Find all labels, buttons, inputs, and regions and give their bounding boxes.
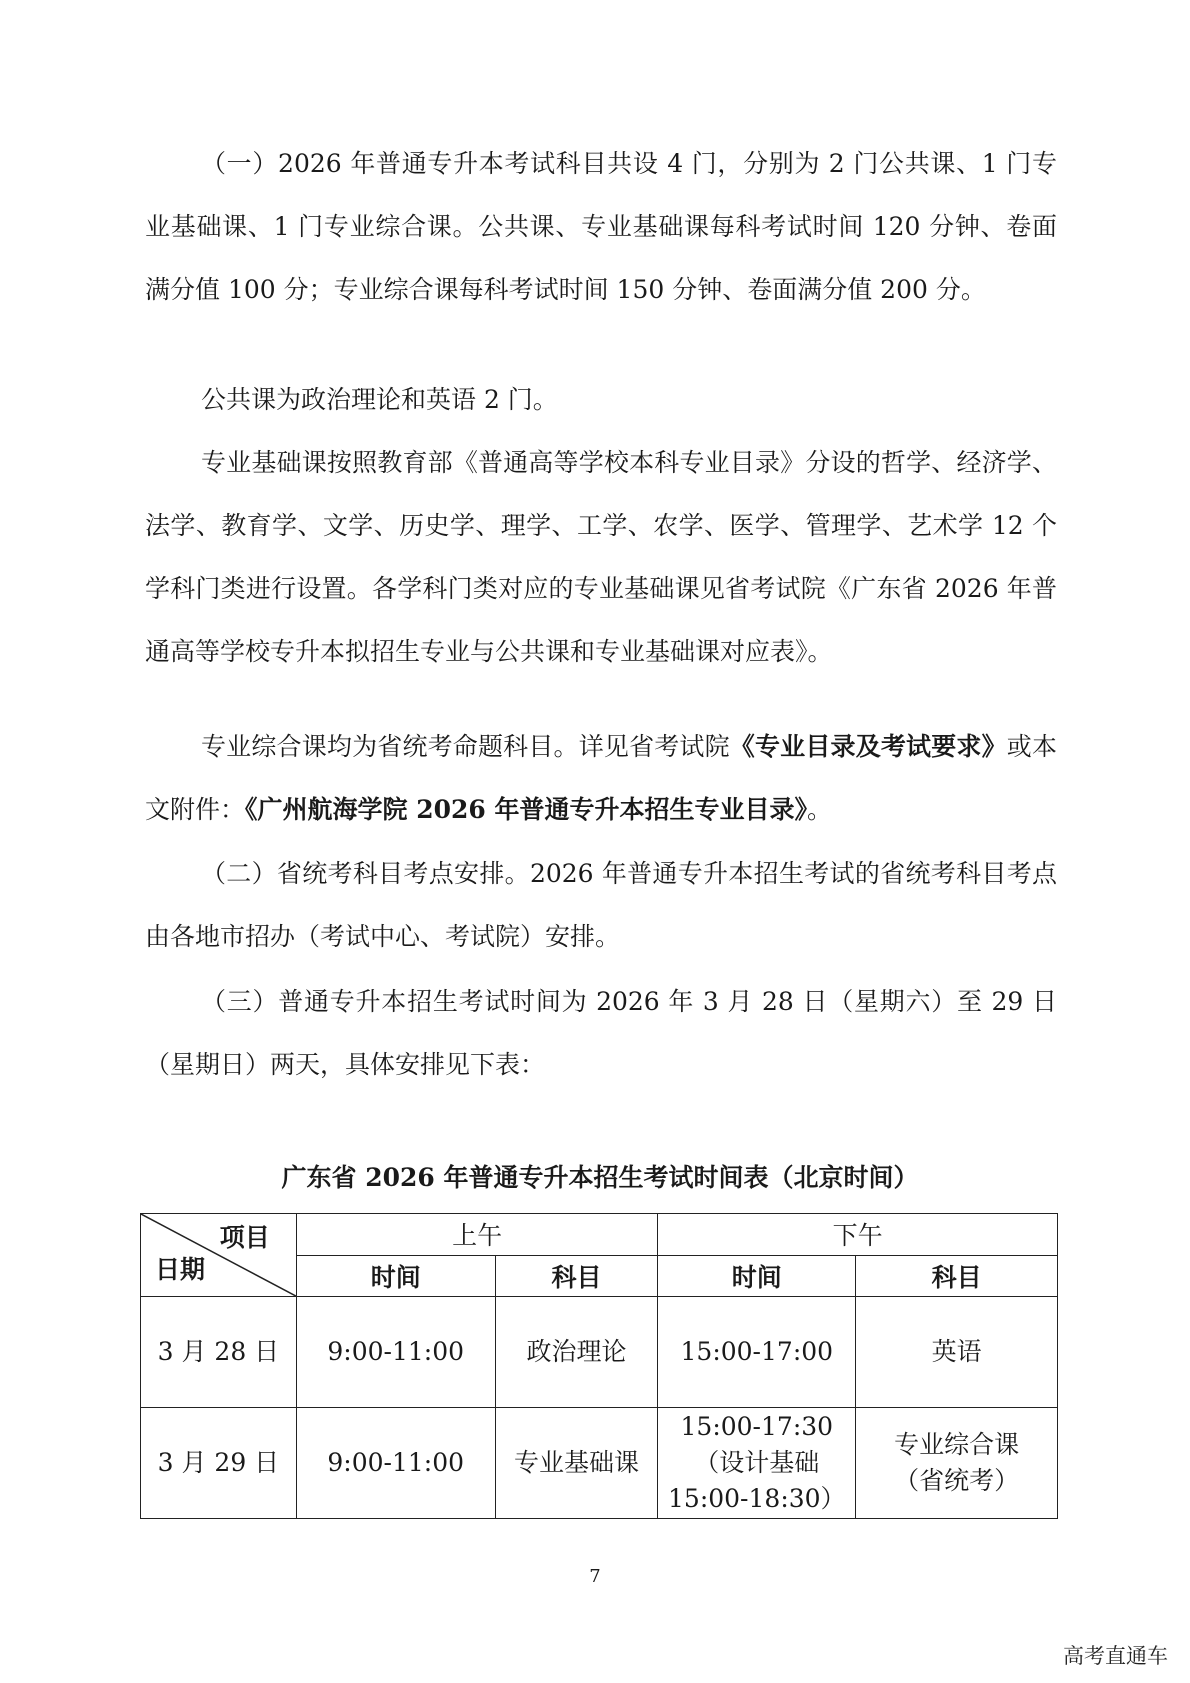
pm-subject-cell <box>856 1297 1058 1408</box>
header-morning: 上午 <box>296 1214 658 1256</box>
paragraph-exam-sites: （二）省统考科目考点安排。2026 年普通专升本招生考试的省统考科目考点由各地市招办（考试中心、考试院）安排。 <box>145 859 1057 951</box>
comprehensive-text-c: 或本文附件： <box>145 732 1057 824</box>
date-cell: 3 月 28 日 <box>141 1297 297 1408</box>
watermark-text: 高考直通车 <box>1063 1644 1168 1668</box>
table-title: 广东省 2026 年普通专升本招生考试时间表（北京时间） <box>281 1163 919 1192</box>
am-time-cell: 9:00-11:00 <box>296 1408 495 1519</box>
table-row <box>141 1408 1058 1519</box>
catalog-reference: 《专业目录及考试要求》 <box>729 732 1007 761</box>
header-am-time: 时间 <box>296 1255 495 1297</box>
comprehensive-text-a: 专业综合课均为省统考命题科目。详见省考试院 <box>201 732 730 761</box>
pm-time-line-2: （设计基础 <box>694 1448 820 1477</box>
corner-date-label: 日期 <box>155 1255 206 1284</box>
pm-time-line-1: 15:00-17:00 <box>680 1337 834 1366</box>
pm-subject-line-2: （省统考） <box>894 1466 1020 1495</box>
header-am-subject: 科目 <box>495 1255 658 1297</box>
table-row <box>141 1297 1058 1408</box>
pm-time-line-1: 15:00-17:30 <box>680 1412 834 1441</box>
pm-subject-line-1: 专业综合课 <box>894 1430 1020 1459</box>
date-cell: 3 月 29 日 <box>141 1408 297 1519</box>
header-afternoon: 下午 <box>658 1214 1058 1256</box>
header-pm-subject: 科目 <box>856 1255 1058 1297</box>
attachment-reference: 《广州航海学院 2026 年普通专升本招生专业目录》 <box>245 795 808 824</box>
paragraph-foundation-courses: 专业基础课按照教育部《普通高等学校本科专业目录》分设的哲学、经济学、法学、教育学、文学、历史学、理学、工学、农学、医学、管理学、艺术学 12 个学科门类进行设置。各学科门类对应的专业基础课见省考试院《广东省 2026 年普通高等学校专升本拟招生专业与公共课和专业基础课对应表》。 <box>145 448 1057 666</box>
header-row-1 <box>141 1214 1058 1256</box>
pm-time-cell <box>658 1297 856 1408</box>
paragraph-comprehensive-courses <box>145 715 1057 841</box>
am-time-cell: 9:00-11:00 <box>296 1297 495 1408</box>
paragraph-exam-time: （三）普通专升本招生考试时间为 2026 年 3 月 28 日（星期六）至 29 日（星期日）两天，具体安排见下表： <box>145 987 1057 1079</box>
paragraph-public-courses: 公共课为政治理论和英语 2 门。 <box>201 385 558 414</box>
pm-time-cell <box>658 1408 856 1519</box>
page-number: 7 <box>589 1566 601 1587</box>
am-subject-cell: 专业基础课 <box>495 1408 658 1519</box>
exam-schedule-table <box>140 1213 1058 1519</box>
pm-subject-cell <box>856 1408 1058 1519</box>
comprehensive-text-e: 。 <box>807 795 833 824</box>
corner-item-label: 项目 <box>219 1223 270 1252</box>
am-subject-cell: 政治理论 <box>495 1297 658 1408</box>
corner-cell <box>141 1214 297 1297</box>
pm-time-line-3: 15:00-18:30） <box>668 1484 846 1513</box>
header-pm-time: 时间 <box>658 1255 856 1297</box>
pm-subject-line-1: 英语 <box>931 1337 982 1366</box>
paragraph-exam-subjects: （一）2026 年普通专升本考试科目共设 4 门，分别为 2 门公共课、1 门专业基础课、1 门专业综合课。公共课、专业基础课每科考试时间 120 分钟、卷面满分值 100 分；专业综合课每科考试时间 150 分钟、卷面满分值 200 分。 <box>145 149 1057 304</box>
